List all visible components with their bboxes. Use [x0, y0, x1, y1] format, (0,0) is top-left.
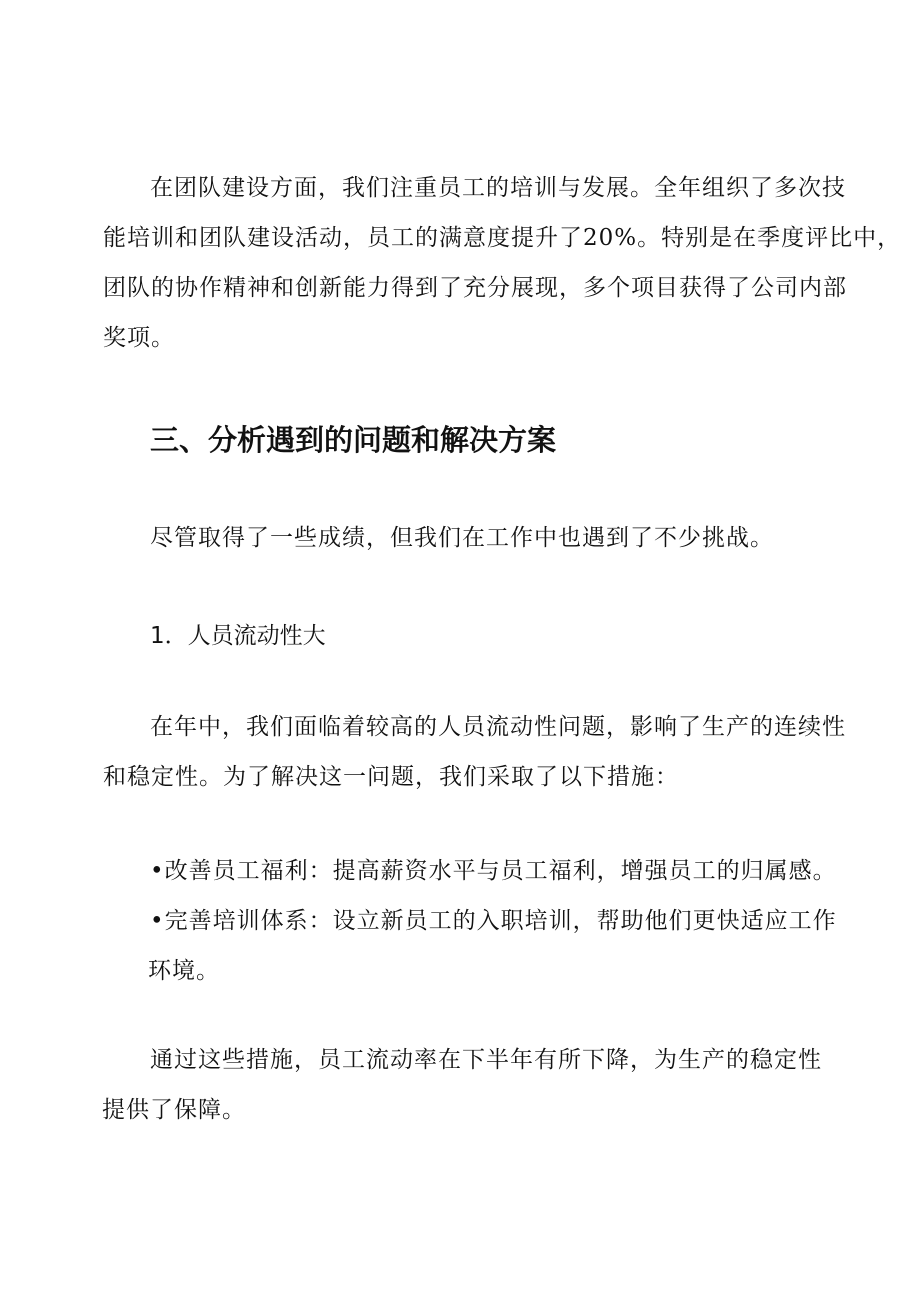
- paragraph-line: 通过这些措施，员工流动率在下半年有所下降，为生产的稳定性: [150, 1047, 822, 1073]
- measures-list: [150, 846, 840, 996]
- paragraph-result: [102, 1035, 840, 1135]
- paragraph-line: 能培训和团队建设活动，员工的满意度提升了20%。特别是在季度评比中，: [103, 225, 902, 251]
- section-heading: 三、分析遇到的问题和解决方案: [150, 423, 557, 457]
- subsection-heading: 1．人员流动性大: [150, 623, 326, 649]
- intro-paragraph: [150, 513, 840, 563]
- list-item: •改善员工福利：提高薪资水平与员工福利，增强员工的归属感。: [150, 858, 837, 884]
- paragraph-line: 和稳定性。为了解决这一问题，我们采取了以下措施：: [103, 764, 679, 790]
- paragraph-team-building: [103, 163, 902, 363]
- paragraph-turnover: [103, 702, 846, 802]
- list-item-continuation: 环境。: [148, 958, 220, 984]
- paragraph-line: 奖项。: [103, 325, 175, 351]
- paragraph-line: 在团队建设方面，我们注重员工的培训与发展。全年组织了多次技: [150, 175, 846, 201]
- paragraph-line: 团队的协作精神和创新能力得到了充分展现，多个项目获得了公司内部: [103, 275, 847, 301]
- paragraph-line: 尽管取得了一些成绩，但我们在工作中也遇到了不少挑战。: [150, 525, 774, 551]
- list-item: •完善培训体系：设立新员工的入职培训，帮助他们更快适应工作: [150, 908, 837, 934]
- paragraph-line: 在年中，我们面临着较高的人员流动性问题，影响了生产的连续性: [150, 714, 846, 740]
- paragraph-line: 提供了保障。: [102, 1097, 246, 1123]
